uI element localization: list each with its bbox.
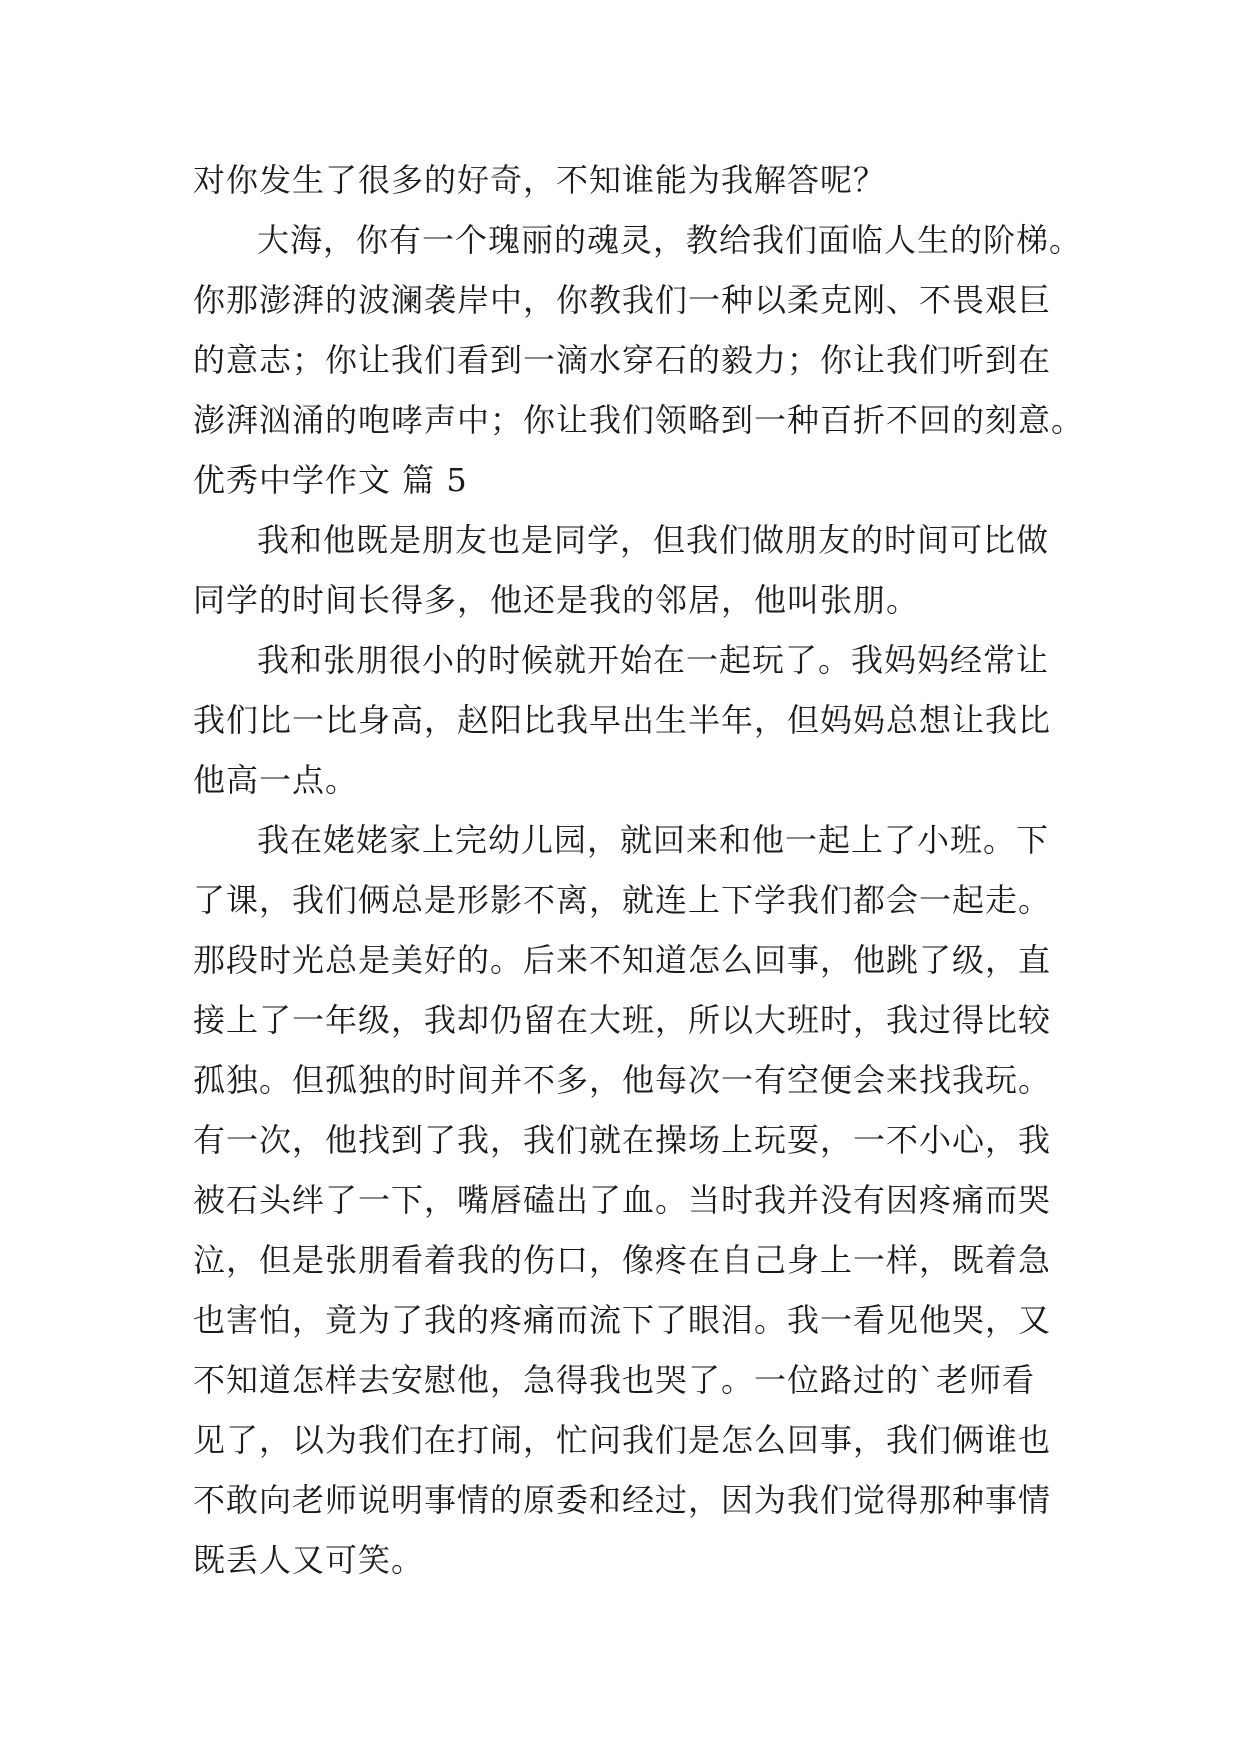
- paragraph-line: 对你发生了很多的好奇，不知谁能为我解答呢？: [193, 161, 887, 199]
- paragraph-line: 大海，你有一个瑰丽的魂灵，教给我们面临人生的阶梯。: [257, 221, 1083, 259]
- paragraph-line: 见了，以为我们在打闹，忙问我们是怎么回事，我们俩谁也: [193, 1421, 1052, 1459]
- document-body: [193, 150, 1085, 1590]
- paragraph-line: 你那澎湃的波澜袭岸中，你教我们一种以柔克刚、不畏艰巨: [193, 281, 1052, 319]
- paragraph-line: 我和他既是朋友也是同学，但我们做朋友的时间可比做: [257, 521, 1050, 559]
- paragraph-line: 有一次，他找到了我，我们就在操场上玩耍，一不小心，我: [193, 1121, 1052, 1159]
- paragraph-line: 我和张朋很小的时候就开始在一起玩了。我妈妈经常让: [257, 641, 1050, 679]
- paragraph-line: 孤独。但孤独的时间并不多，他每次一有空便会来找我玩。: [193, 1061, 1052, 1099]
- paragraph-line: 那段时光总是美好的。后来不知道怎么回事，他跳了级，直: [193, 941, 1052, 979]
- paragraph-line: 泣，但是张朋看着我的伤口，像疼在自己身上一样，既着急: [193, 1241, 1052, 1279]
- paragraph-line: 了课，我们俩总是形影不离，就连上下学我们都会一起走。: [193, 881, 1052, 919]
- paragraph-line: 他高一点。: [193, 761, 359, 799]
- paragraph-line: 澎湃汹涌的咆哮声中；你让我们领略到一种百折不回的刻意。: [193, 401, 1085, 439]
- paragraph-line: 接上了一年级，我却仍留在大班，所以大班时，我过得比较: [193, 1001, 1052, 1039]
- paragraph-line: 也害怕，竟为了我的疼痛而流下了眼泪。我一看见他哭，又: [193, 1301, 1052, 1339]
- paragraph-line: 既丢人又可笑。: [193, 1541, 425, 1579]
- paragraph-line: 不知道怎样去安慰他，急得我也哭了。一位路过的`老师看: [193, 1361, 1036, 1399]
- paragraph-line: 不敢向老师说明事情的原委和经过，因为我们觉得那种事情: [193, 1481, 1052, 1519]
- paragraph-line: 的意志；你让我们看到一滴水穿石的毅力；你让我们听到在: [193, 341, 1052, 379]
- section-heading: 优秀中学作文 篇 5: [193, 461, 468, 499]
- paragraph-line: 被石头绊了一下，嘴唇磕出了血。当时我并没有因疼痛而哭: [193, 1181, 1052, 1219]
- paragraph-line: 同学的时间长得多，他还是我的邻居，他叫张朋。: [193, 581, 920, 619]
- paragraph-line: 我们比一比身高，赵阳比我早出生半年，但妈妈总想让我比: [193, 701, 1052, 739]
- paragraph-line: 我在姥姥家上完幼儿园，就回来和他一起上了小班。下: [257, 821, 1050, 859]
